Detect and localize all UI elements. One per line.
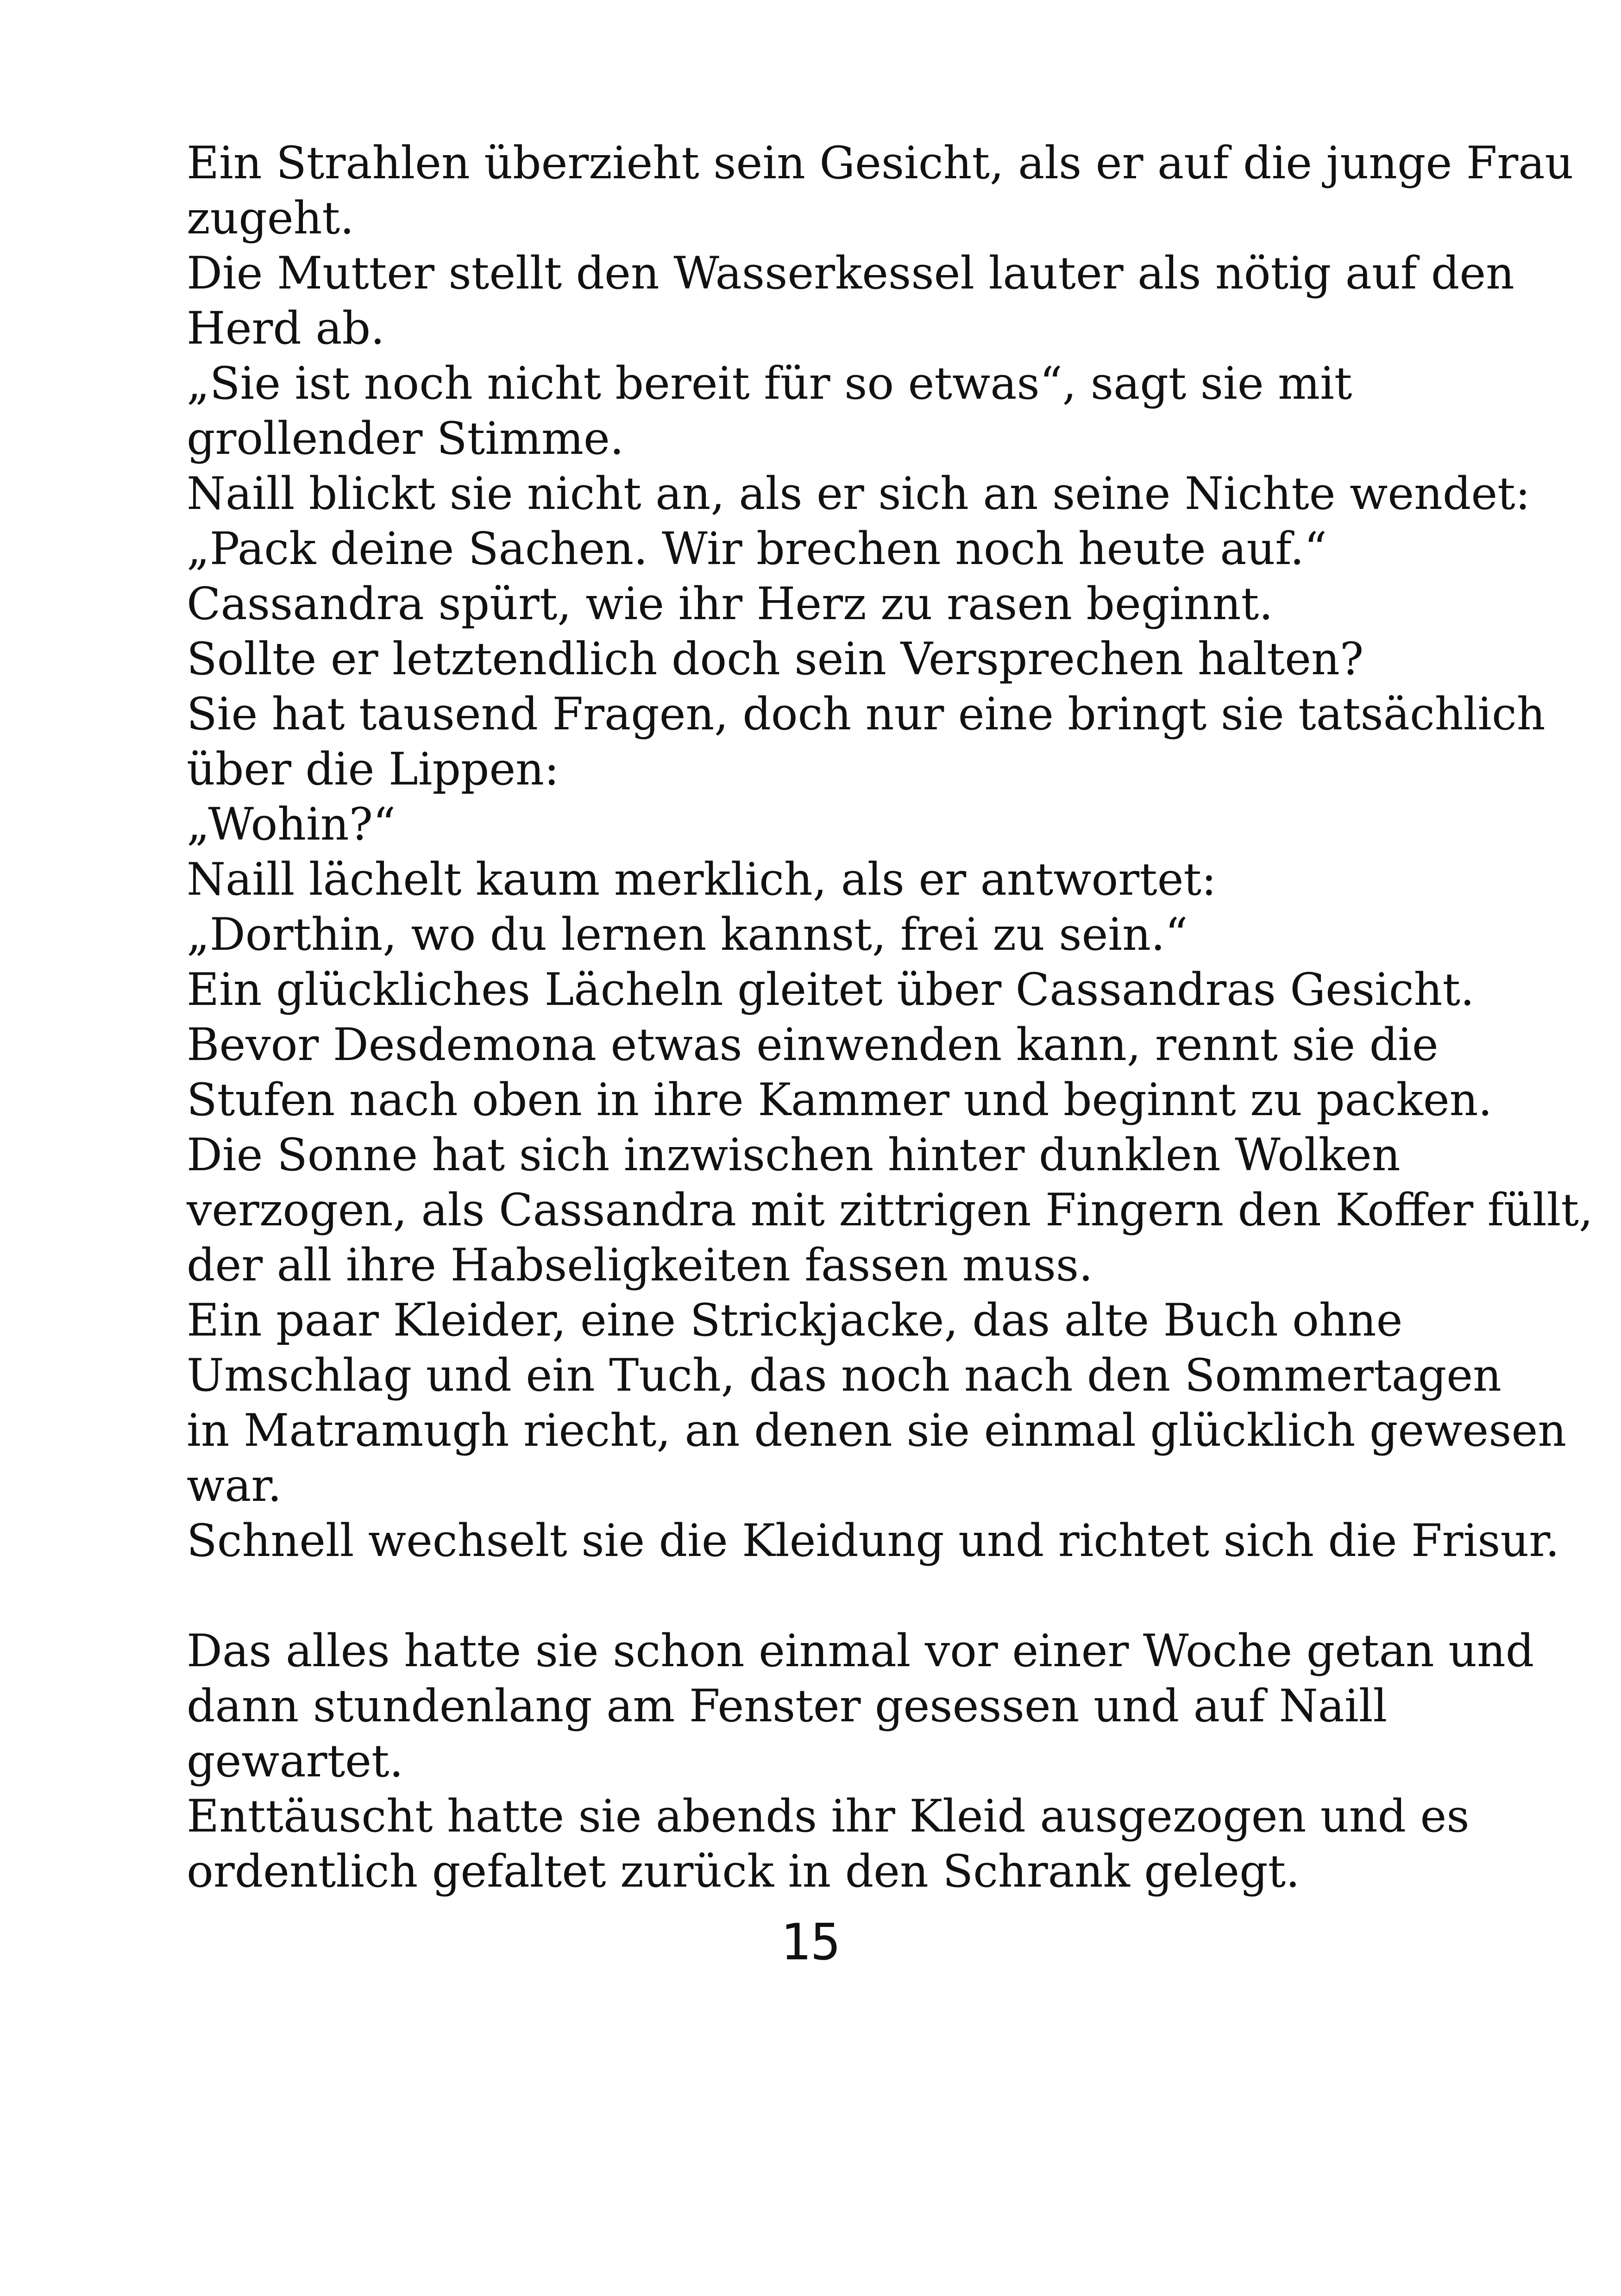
- text-line: in Matramugh riecht, an denen sie einmal glücklich gewesen: [187, 1405, 1567, 1456]
- text-line: „Sie ist noch nicht bereit für so etwas“, sagt sie mit: [187, 358, 1352, 409]
- text-line: Sollte er letztendlich doch sein Versprechen halten?: [187, 633, 1364, 685]
- text-line: gewartet.: [187, 1735, 404, 1787]
- text-line: Ein Strahlen überzieht sein Gesicht, als er auf die junge Frau: [187, 137, 1574, 189]
- text-line: grollender Stimme.: [187, 413, 624, 464]
- text-line: ordentlich gefaltet zurück in den Schrank gelegt.: [187, 1845, 1300, 1897]
- text-line: „Pack deine Sachen. Wir brechen noch heute auf.“: [187, 523, 1327, 575]
- text-line: verzogen, als Cassandra mit zittrigen Fingern den Koffer füllt,: [187, 1184, 1593, 1236]
- text-line: Stufen nach oben in ihre Kammer und beginnt zu packen.: [187, 1074, 1492, 1126]
- text-line: Ein paar Kleider, eine Strickjacke, das alte Buch ohne: [187, 1294, 1403, 1346]
- paragraph-break: [187, 1568, 1483, 1624]
- text-line: Herd ab.: [187, 302, 385, 354]
- text-line: Umschlag und ein Tuch, das noch nach den Sommertagen: [187, 1349, 1502, 1401]
- text-line: Das alles hatte sie schon einmal vor einer Woche getan und: [187, 1625, 1534, 1677]
- text-line: Ein glückliches Lächeln gleitet über Cassandras Gesicht.: [187, 964, 1475, 1016]
- text-line: Cassandra spürt, wie ihr Herz zu rasen beginnt.: [187, 578, 1273, 630]
- text-line: Naill lächelt kaum merklich, als er antwortet:: [187, 853, 1217, 905]
- text-line: Die Mutter stellt den Wasserkessel lauter als nötig auf den: [187, 247, 1514, 299]
- text-line: Bevor Desdemona etwas einwenden kann, rennt sie die: [187, 1019, 1439, 1071]
- text-line: Sie hat tausend Fragen, doch nur eine bringt sie tatsächlich: [187, 688, 1546, 740]
- text-line: Die Sonne hat sich inzwischen hinter dunklen Wolken: [187, 1129, 1401, 1181]
- text-line: Naill blickt sie nicht an, als er sich an seine Nichte wendet:: [187, 468, 1531, 520]
- text-line: „Wohin?“: [187, 798, 396, 850]
- page-number: 15: [780, 1913, 841, 1971]
- text-line: war.: [187, 1460, 282, 1512]
- text-line: Enttäuscht hatte sie abends ihr Kleid ausgezogen und es: [187, 1790, 1470, 1842]
- text-line: der all ihre Habseligkeiten fassen muss.: [187, 1239, 1093, 1291]
- text-line: Schnell wechselt sie die Kleidung und richtet sich die Frisur.: [187, 1515, 1560, 1567]
- text-line: „Dorthin, wo du lernen kannst, frei zu sein.“: [187, 909, 1188, 960]
- text-line: über die Lippen:: [187, 743, 559, 795]
- text-line: dann stundenlang am Fenster gesessen und auf Naill: [187, 1680, 1388, 1732]
- body-text: [187, 136, 1593, 1899]
- text-line: zugeht.: [187, 192, 354, 244]
